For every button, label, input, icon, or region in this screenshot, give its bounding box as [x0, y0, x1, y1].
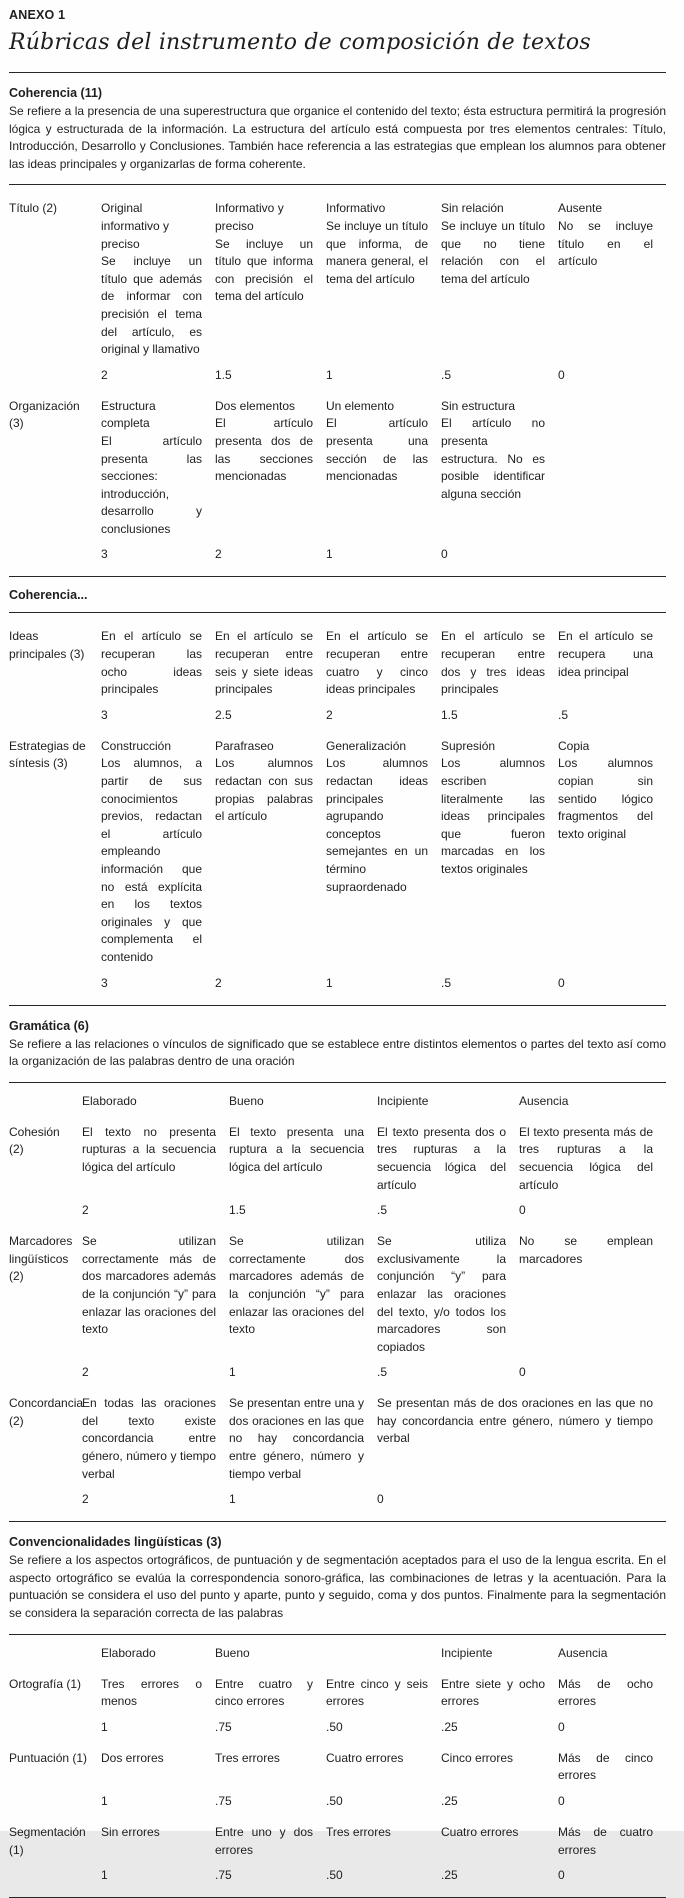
- score-value: .5: [558, 707, 569, 722]
- level-cell: [82, 1395, 229, 1483]
- level-cell: [101, 1676, 215, 1711]
- level-cell: [215, 1676, 326, 1711]
- score-row: [9, 1867, 666, 1883]
- level-cell: [441, 1824, 558, 1859]
- level-cell: [101, 200, 215, 358]
- score-value: 2: [215, 547, 222, 562]
- level-description: Se presentan más de dos oraciones en las que no hay concordancia entre género, número y tiempo verbal: [377, 1396, 653, 1446]
- level-description: En todas las oraciones del texto existe concordancia entre género, número y tiempo verbal: [82, 1396, 216, 1481]
- level-name: Informativo: [326, 201, 386, 216]
- level-cell: [377, 1395, 666, 1483]
- column-header-row: [9, 1645, 666, 1661]
- score-value: 1: [326, 975, 333, 990]
- level-description: No se emplean marcadores: [519, 1234, 653, 1266]
- rubric-sections: [9, 72, 666, 1898]
- level-cell: [326, 398, 441, 539]
- divider: [9, 612, 666, 613]
- section-heading: Gramática (6): [9, 1018, 89, 1033]
- score-value: 2: [82, 1365, 89, 1380]
- section-heading: Coherencia (11): [9, 86, 103, 100]
- score-value: 1: [229, 1365, 236, 1380]
- score-value: .5: [441, 367, 452, 382]
- divider: [9, 72, 666, 73]
- document-title: Rúbricas del instrumento de composición de textos: [9, 30, 591, 55]
- level-cell: [558, 200, 666, 358]
- level-cell: [215, 1750, 326, 1785]
- level-cell: [558, 1676, 666, 1711]
- level-description: Sin errores: [101, 1825, 160, 1839]
- level-description: El texto presenta más de tres rupturas a la secuencia lógica del artículo: [519, 1124, 653, 1192]
- score-value: 1.5: [441, 707, 458, 722]
- level-description: No se incluye título en el artículo: [558, 218, 653, 269]
- rubric-table: [9, 200, 666, 562]
- rubric-row: [9, 628, 666, 698]
- row-label: Puntuación (1): [9, 1750, 88, 1765]
- section-intro: Se refiere a los aspectos ortográficos, de puntuación y de segmentación aceptados para el uso de la lengua escrita. En el aspecto ortográfico se evalúa la correspondencia sonoro-gráfica, las combinaciones de letras y la acentuación. Para la puntuación se considera el uso del punto y aparte, punto y seguido, coma y dos puntos. Finalmente para la segmentación se considera la separación correcta de las palabras: [9, 1553, 666, 1621]
- level-cell: [229, 1124, 377, 1194]
- level-description: Los alumnos, a partir de sus conocimientos previos, redactan el artículo empleando información que no está explícita en los textos originales y que complementa el contenido: [101, 756, 202, 964]
- score-value: .50: [326, 1868, 343, 1883]
- score-row: [9, 546, 666, 562]
- level-name: Parafraseo: [215, 738, 274, 753]
- rubric-row: [9, 1750, 666, 1785]
- score-row: [9, 1719, 666, 1735]
- level-description: Se incluye un título que informa con precisión el tema del artículo: [215, 236, 313, 304]
- level-cell: [441, 1676, 558, 1711]
- divider: [9, 576, 666, 577]
- level-cell: [101, 1824, 215, 1859]
- column-header: Ausencia: [558, 1645, 608, 1660]
- rubric-table: [9, 1645, 666, 1884]
- level-description: Más de ocho errores: [558, 1676, 653, 1709]
- level-description: Se utilizan correctamente dos marcadores además de la conjunción “y” para enlazar las oraciones del texto: [229, 1234, 364, 1337]
- score-row: [9, 1202, 666, 1218]
- score-row: [9, 1491, 666, 1507]
- rubric-row: [9, 738, 666, 967]
- score-value: 0: [558, 1719, 565, 1734]
- column-header: Bueno: [229, 1093, 264, 1108]
- score-row: [9, 707, 666, 723]
- level-cell: [101, 738, 215, 967]
- column-header: Incipiente: [441, 1645, 493, 1660]
- row-label: Marcadores lingüísticos (2): [9, 1234, 73, 1284]
- score-value: 2: [82, 1203, 89, 1218]
- level-cell: [441, 398, 558, 539]
- level-description: El texto presenta una ruptura a la secuencia lógica del artículo: [229, 1124, 364, 1174]
- row-label: Estrategias de síntesis (3): [9, 738, 86, 771]
- rubric-table: [9, 1093, 666, 1508]
- rubric-row: [9, 1124, 666, 1194]
- column-header: Elaborado: [101, 1645, 156, 1660]
- rubric-table: [9, 628, 666, 990]
- column-header: Incipiente: [377, 1093, 429, 1108]
- level-description: El artículo presenta una sección de las mencionadas: [326, 416, 428, 484]
- column-header-row: [9, 1093, 666, 1109]
- level-description: Más de cuatro errores: [558, 1825, 653, 1857]
- row-label: Segmentación (1): [9, 1825, 86, 1857]
- score-value: 2: [215, 975, 222, 990]
- level-description: Tres errores o menos: [101, 1676, 202, 1709]
- score-value: 0: [558, 975, 565, 990]
- score-spacer: [9, 1793, 101, 1809]
- level-cell: [101, 628, 215, 698]
- score-value: .5: [377, 1203, 388, 1218]
- level-cell: [326, 738, 441, 967]
- level-name: Sin relación: [441, 201, 504, 216]
- score-value: .25: [441, 1719, 458, 1734]
- row-label: Ortografía (1): [9, 1676, 82, 1691]
- level-description: En el artículo se recuperan entre cuatro y cinco ideas principales: [326, 629, 428, 697]
- level-description: Entre cuatro y cinco errores: [215, 1676, 313, 1709]
- score-value: 0: [519, 1203, 526, 1218]
- row-label: Concordancia (2): [9, 1396, 84, 1428]
- level-description: Dos errores: [101, 1750, 164, 1765]
- score-value: 3: [101, 975, 108, 990]
- score-spacer: [9, 975, 101, 991]
- level-description: Entre cinco y seis errores: [326, 1676, 428, 1709]
- level-name: Original informativo y preciso: [101, 201, 170, 251]
- score-spacer: [9, 1867, 101, 1883]
- score-value: .50: [326, 1719, 343, 1734]
- row-label: Título (2): [9, 201, 58, 216]
- level-cell: [519, 1233, 666, 1356]
- row-label: Ideas principales (3): [9, 629, 85, 662]
- level-cell: [229, 1233, 377, 1356]
- annex-label: ANEXO 1: [9, 8, 66, 22]
- level-name: Un elemento: [326, 398, 395, 413]
- score-value: .5: [441, 975, 452, 990]
- level-description: Cinco errores: [441, 1750, 514, 1765]
- rubric-row: [9, 1233, 666, 1356]
- level-description: El texto no presenta rupturas a la secuencia lógica del artículo: [82, 1124, 216, 1174]
- score-spacer: [9, 546, 101, 562]
- level-description: Se incluye un título que además de informar con precisión el tema del artículo, es original y llamativo: [101, 254, 202, 357]
- score-spacer: [9, 367, 101, 383]
- level-cell: [558, 738, 666, 967]
- level-cell: [441, 738, 558, 967]
- level-name: Generalización: [326, 738, 407, 753]
- level-description: En el artículo se recuperan entre dos y tres ideas principales: [441, 629, 545, 697]
- column-header: Ausencia: [519, 1093, 569, 1108]
- level-description: Entre uno y dos errores: [215, 1825, 313, 1857]
- score-row: [9, 367, 666, 383]
- row-label: Organización (3): [9, 398, 80, 431]
- score-spacer: [9, 1719, 101, 1735]
- level-cell: [82, 1124, 229, 1194]
- score-spacer: [9, 1491, 82, 1507]
- column-header: Elaborado: [82, 1093, 137, 1108]
- level-cell: [82, 1233, 229, 1356]
- level-name: Dos elementos: [215, 398, 296, 413]
- score-value: 1.5: [215, 367, 232, 382]
- level-cell: [326, 1676, 441, 1711]
- level-description: Se incluye un título que informa, de manera general, el tema del artículo: [326, 218, 428, 286]
- score-value: .75: [215, 1794, 232, 1808]
- column-header: Bueno: [215, 1645, 250, 1660]
- row-label: Cohesión (2): [9, 1124, 60, 1157]
- section-heading: Convencionalidades lingüísticas (3): [9, 1535, 222, 1550]
- score-value: 0: [377, 1492, 384, 1507]
- section-intro: Se refiere a las relaciones o vínculos de significado que se establece entre distintos elementos o partes del texto así como la organización de las palabras dentro de una oración: [9, 1036, 666, 1069]
- level-name: Informativo y preciso: [215, 201, 284, 233]
- score-value: .5: [377, 1365, 388, 1380]
- level-description: Se presentan entre una y dos oraciones en las que no hay concordancia entre género, número y tiempo verbal: [229, 1396, 364, 1481]
- score-value: .25: [441, 1868, 458, 1883]
- rubric-row: [9, 398, 666, 539]
- level-cell: [326, 1750, 441, 1785]
- score-value: 1: [101, 1868, 108, 1883]
- score-value: 0: [441, 547, 448, 562]
- divider: [9, 1005, 666, 1006]
- score-value: .75: [215, 1719, 232, 1734]
- level-name: Ausente: [558, 201, 603, 216]
- score-row: [9, 1364, 666, 1380]
- score-value: 2: [326, 707, 333, 722]
- score-value: .25: [441, 1794, 458, 1808]
- level-name: Copia: [558, 738, 590, 753]
- score-value: 1: [326, 367, 333, 382]
- score-value: 2.5: [215, 707, 232, 722]
- level-cell: [326, 200, 441, 358]
- level-description: Los alumnos escriben literalmente las ideas principales que fueron marcadas en los textos originales: [441, 756, 545, 876]
- level-cell: [441, 1750, 558, 1785]
- level-description: El texto presenta dos o tres rupturas a la secuencia lógica del artículo: [377, 1124, 506, 1192]
- score-value: 1: [229, 1492, 236, 1507]
- level-cell: [215, 200, 326, 358]
- level-description: Los alumnos redactan ideas principales agrupando conceptos semejantes en un término supraordenado: [326, 756, 428, 894]
- level-cell: [215, 398, 326, 539]
- level-description: Más de cinco errores: [558, 1750, 653, 1783]
- level-name: Supresión: [441, 738, 496, 753]
- score-value: 0: [558, 1868, 565, 1883]
- level-cell: [101, 1750, 215, 1785]
- level-description: El artículo presenta las secciones: introducción, desarrollo y conclusiones: [101, 433, 202, 536]
- level-description: Tres errores: [326, 1825, 391, 1839]
- section-intro: Se refiere a la presencia de una superestructura que organice el contenido del texto; ésta estructura permitirá la progresión lógica y estructurada de la información. La estructura del artículo está compuesta por tres elementos centrales: Título, Introducción, Desarrollo y Conclusiones. También hace referencia a las estrategias que emplean los alumnos para obtener las ideas principales y organizarlas de forma coherente.: [9, 104, 666, 171]
- score-value: 3: [101, 547, 108, 562]
- score-value: .50: [326, 1794, 343, 1808]
- score-value: 3: [101, 707, 108, 722]
- level-cell: [215, 1824, 326, 1859]
- level-cell: [326, 628, 441, 698]
- level-cell: [229, 1395, 377, 1483]
- score-row: [9, 1793, 666, 1809]
- rubric-row: [9, 1676, 666, 1711]
- score-value: 1: [101, 1719, 108, 1734]
- level-description: El artículo presenta dos de las secciones mencionadas: [215, 416, 313, 484]
- level-cell: [558, 1750, 666, 1785]
- column-header-spacer: [9, 1645, 101, 1661]
- level-description: Se utilizan correctamente más de dos marcadores además de la conjunción “y” para enlazar las oraciones del texto: [82, 1234, 216, 1337]
- level-description: En el artículo se recupera una idea principal: [558, 629, 653, 679]
- level-cell: [558, 1824, 666, 1859]
- rubric-row: [9, 1824, 666, 1859]
- rubric-row: [9, 200, 666, 358]
- level-cell: [558, 628, 666, 698]
- level-description: En el artículo se recuperan entre seis y siete ideas principales: [215, 629, 313, 697]
- level-cell: [326, 1824, 441, 1859]
- level-cell: [215, 628, 326, 698]
- level-cell: [441, 200, 558, 358]
- level-cell: [441, 628, 558, 698]
- score-value: 1.5: [229, 1203, 246, 1218]
- level-cell: [215, 738, 326, 967]
- section-heading: Coherencia...: [9, 588, 88, 603]
- level-description: Los alumnos copian sin sentido lógico fragmentos del texto original: [558, 756, 653, 841]
- score-value: 0: [519, 1365, 526, 1380]
- score-value: .75: [215, 1868, 232, 1883]
- divider: [9, 1521, 666, 1522]
- score-value: 1: [101, 1794, 108, 1808]
- level-description: Entre siete y ocho errores: [441, 1676, 545, 1709]
- column-header-spacer: [9, 1093, 82, 1109]
- score-value: 2: [101, 367, 108, 382]
- level-description: Cuatro errores: [326, 1750, 404, 1765]
- level-cell: [377, 1124, 519, 1194]
- level-cell: [101, 398, 215, 539]
- level-description: Cuatro errores: [441, 1825, 519, 1839]
- level-description: Se utiliza exclusivamente la conjunción “y” para enlazar las oraciones del texto, y/o todos los marcadores son copiados: [377, 1234, 506, 1354]
- score-row: [9, 975, 666, 991]
- score-spacer: [9, 1202, 82, 1218]
- divider: [9, 1634, 666, 1635]
- level-description: Tres errores: [215, 1750, 280, 1765]
- level-cell: [377, 1233, 519, 1356]
- rubric-row: [9, 1395, 666, 1483]
- score-value: 2: [82, 1492, 89, 1507]
- divider: [9, 184, 666, 185]
- level-description: El artículo no presenta estructura. No es posible identificar alguna sección: [441, 416, 545, 501]
- level-description: Los alumnos redactan con sus propias palabras el artículo: [215, 756, 313, 824]
- score-value: 0: [558, 1794, 565, 1808]
- score-spacer: [9, 707, 101, 723]
- level-name: Estructura completa: [101, 398, 156, 431]
- level-name: Construcción: [101, 738, 172, 753]
- level-description: En el artículo se recuperan las ocho ideas principales: [101, 629, 202, 697]
- level-cell: [519, 1124, 666, 1194]
- column-header: [326, 1645, 441, 1661]
- score-value: 1: [326, 547, 333, 562]
- divider: [9, 1082, 666, 1083]
- level-name: Sin estructura: [441, 398, 516, 413]
- level-description: Se incluye un título que no tiene relación con el tema del artículo: [441, 218, 545, 286]
- score-spacer: [9, 1364, 82, 1380]
- score-value: 0: [558, 367, 565, 382]
